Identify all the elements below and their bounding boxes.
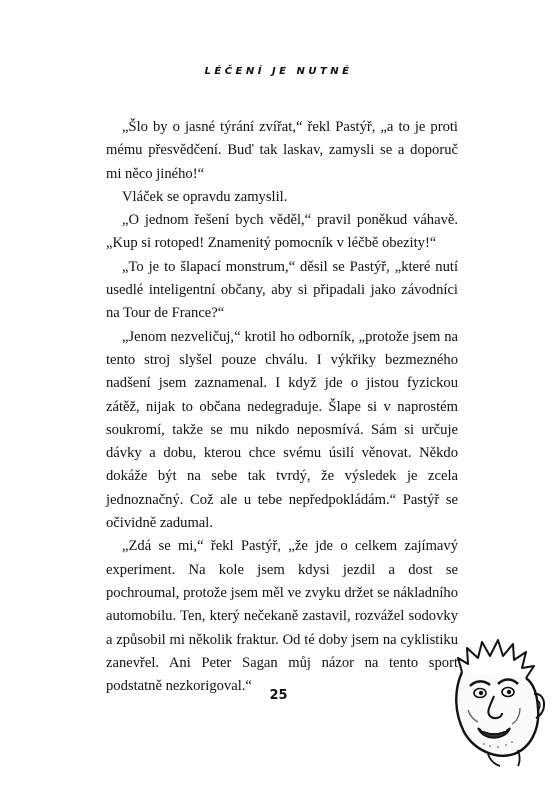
- page-number: 25: [269, 688, 288, 703]
- paragraph: „Zdá se mi,“ řekl Pastýř, „že jde o celkem zajímavý experiment. Na kole jsem kdysi jezdil a dost se pochroumal, protože jsem měl ve zvyku držet se nákladního automobilu. Ten, který nečekaně zastavil, rozvážel sodovky a způsobil mi několik fraktur. Od té doby jsem na cyklistiku zanevřel. Ani Peter Sagan můj názor na tento sport podstatně nezkorigoval.“: [106, 538, 458, 695]
- paragraph: „Šlo by o jasné týrání zvířat,“ řekl Pastýř, „a to je proti mému přesvědčení. Buď tak laskav, zamysli se a doporuč mi něco jiného!“: [106, 119, 458, 182]
- body-text: [106, 116, 458, 698]
- running-head: LÉČENÍ JE NUTNÉ: [204, 66, 353, 77]
- caricature-face-icon: [440, 632, 552, 768]
- paragraph: „To je to šlapací monstrum,“ děsil se Pastýř, „které nutí usedlé inteligentní občany, aby si připadali jako závodníci na Tour de France?“: [106, 258, 458, 322]
- paragraph: Vláček se opravdu zamyslil.: [122, 188, 288, 205]
- paragraph: „Jenom nezveličuj,“ krotil ho odborník, „protože jsem na tento stroj slyšel pouze chválu. I výkřiky bezmezného nadšení jsem zaznamenal. I když jde o jistou fyzickou zátěž, nijak to občana nedegraduje. Šlape si v naprostém soukromí, takže se mu nikdo neposmívá. Sám si určuje dávky a dobu, kterou chce svému úsilí věnovat. Někdo dokáže být na sebe tak tvrdý, že výsledek je zcela jednoznačný. Což ale u tebe nepředpokládám.“ Pastýř se očividně zadumal.: [106, 328, 458, 532]
- paragraph: „O jednom řešení bych věděl,“ pravil poněkud váhavě. „Kup si rotoped! Znamenitý pomocník v léčbě obezity!“: [106, 212, 458, 252]
